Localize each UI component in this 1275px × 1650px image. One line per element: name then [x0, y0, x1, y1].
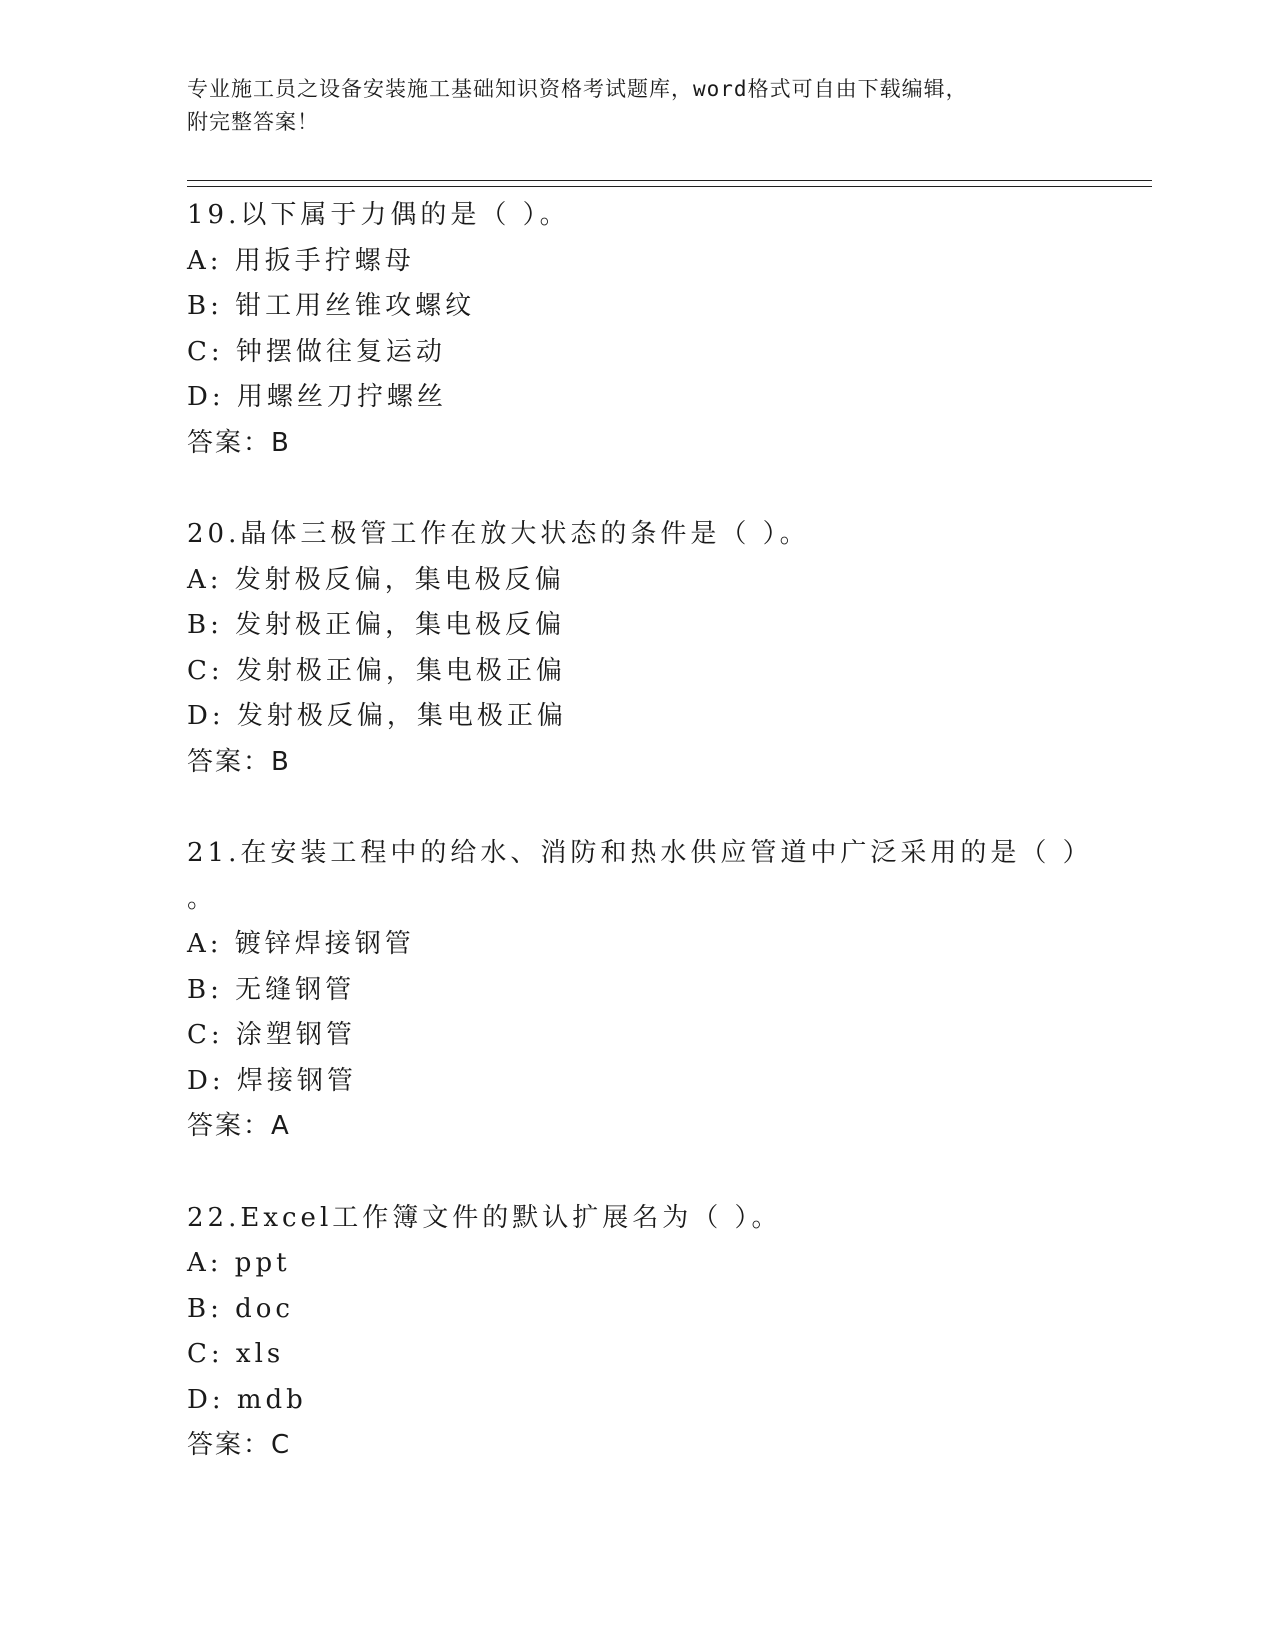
header-line-2: 附完整答案！ — [187, 110, 319, 134]
question-22 — [187, 1196, 1087, 1469]
answer-line: 答案：A — [187, 1111, 291, 1141]
option-c: C: 发射极正偏，集电极正偏 — [187, 655, 566, 686]
option-a: A: ppt — [187, 1248, 291, 1278]
question-21 — [187, 831, 1093, 1150]
answer-line: 答案：C — [187, 1430, 292, 1460]
question-stem: 19.以下属于力偶的是（ ）。 — [187, 200, 570, 230]
answer-line: 答案：B — [187, 427, 291, 458]
header-divider-bottom — [187, 186, 1152, 187]
option-c: C: xls — [187, 1339, 285, 1369]
header-divider-top — [187, 180, 1152, 181]
answer-line: 答案：B — [187, 746, 291, 777]
option-a: A: 镀锌焊接钢管 — [187, 929, 415, 959]
question-19 — [187, 193, 1087, 466]
option-c: C: 钟摆做往复运动 — [187, 336, 446, 367]
option-b: B: 钳工用丝锥攻螺纹 — [187, 291, 476, 321]
header-line-1: 专业施工员之设备安装施工基础知识资格考试题库，word格式可自由下载编辑， — [187, 77, 968, 101]
question-20 — [187, 512, 1087, 785]
document-header — [187, 73, 1087, 139]
option-d: D: 发射极反偏，集电极正偏 — [187, 701, 567, 731]
question-stem: 20.晶体三极管工作在放大状态的条件是（ ）。 — [187, 519, 810, 549]
option-a: A: 发射极反偏，集电极反偏 — [187, 564, 565, 595]
option-a: A: 用扳手拧螺母 — [187, 245, 415, 276]
option-d: D: 焊接钢管 — [187, 1065, 357, 1096]
option-d: D: 用螺丝刀拧螺丝 — [187, 382, 447, 412]
question-stem-continuation: 。 — [187, 883, 214, 914]
option-c: C: 涂塑钢管 — [187, 1020, 356, 1050]
question-stem: 21.在安装工程中的给水、消防和热水供应管道中广泛采用的是（ ） — [187, 838, 1093, 868]
question-stem: 22.Excel工作簿文件的默认扩展名为（ ）。 — [187, 1202, 782, 1233]
option-d: D: mdb — [187, 1384, 307, 1415]
question-list — [187, 193, 1093, 1515]
option-b: B: 无缝钢管 — [187, 974, 356, 1005]
option-b: B: 发射极正偏，集电极反偏 — [187, 610, 566, 640]
option-b: B: doc — [187, 1293, 294, 1324]
